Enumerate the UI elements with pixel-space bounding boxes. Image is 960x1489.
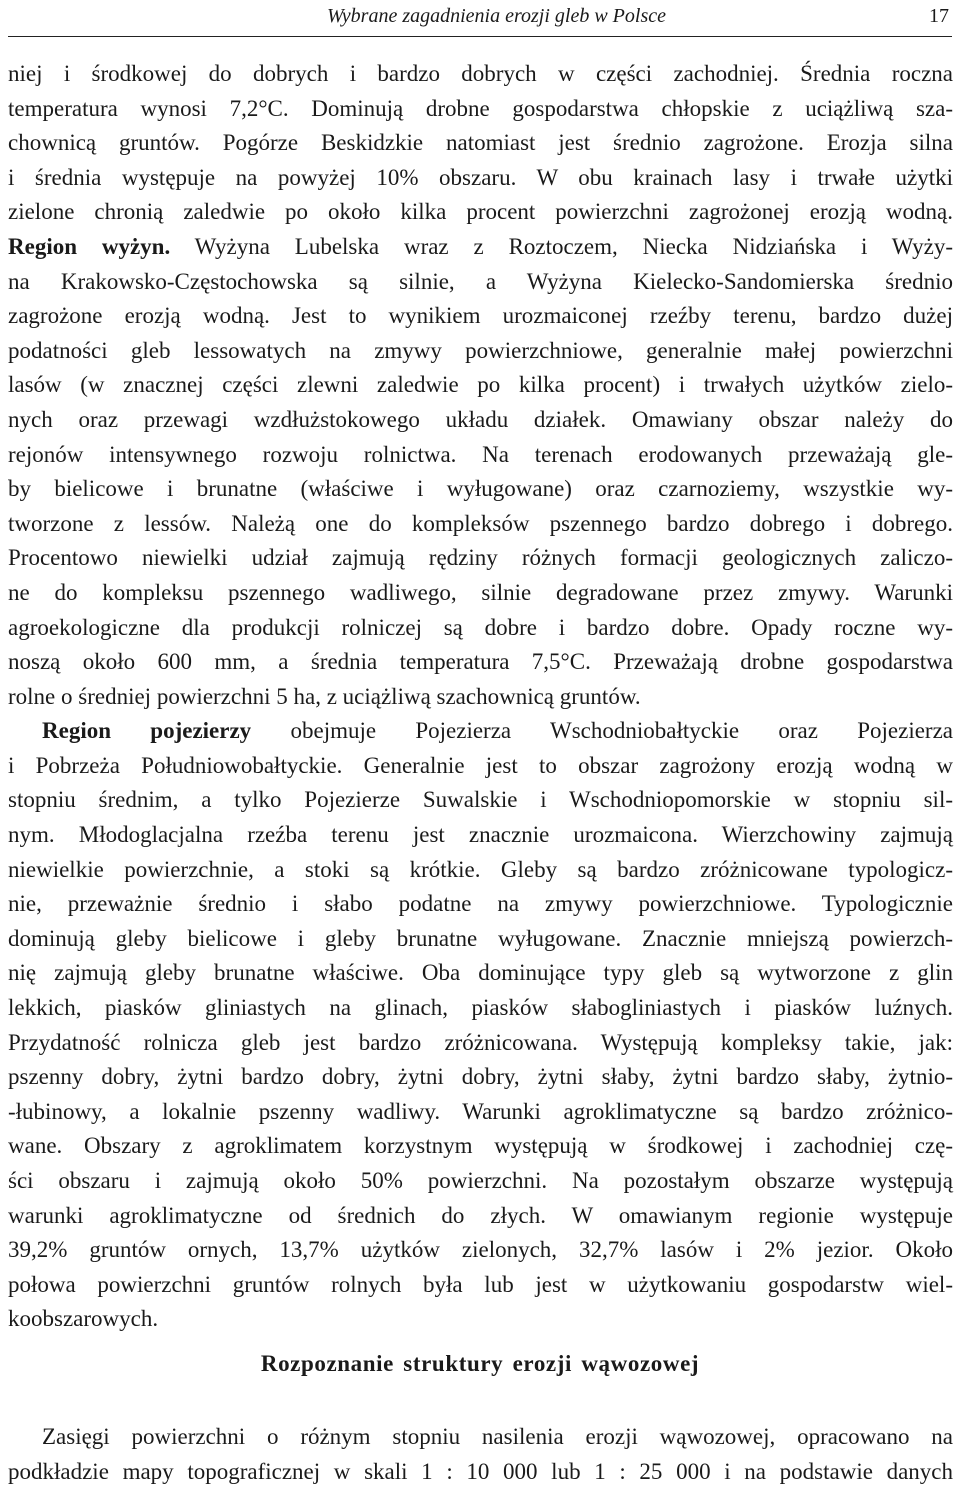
line-text: i średnia występuje na powyżej 10% obszaru. W obu krainach lasy i trwałe użytki — [8, 164, 953, 190]
line-text: zagrożone erozją wodną. Jest to wynikiem urozmaiconej rzeźby terenu, bardzo dużej — [8, 303, 953, 329]
text-line — [8, 1455, 953, 1489]
line-text: zielone chronią zaledwie po około kilka procent powierzchni zagrożonej erozją wodną. — [8, 199, 953, 225]
text-line — [8, 749, 953, 784]
line-text: stopniu średnim, a tylko Pojezierze Suwalskie i Wschodniopomorskie w stopniu sil- — [8, 787, 953, 813]
line-text: połowa powierzchni gruntów rolnych była lub jest w użytkowaniu gospodarstw wiel- — [8, 1271, 953, 1297]
line-text: na Krakowsko-Częstochowska są silnie, a Wyżyna Kielecko-Sandomierska średnio — [8, 268, 953, 294]
text-line — [8, 956, 953, 991]
page-number: 17 — [929, 5, 949, 27]
line-text: pszenny dobry, żytni bardzo dobry, żytni dobry, żytni słaby, żytni bardzo słaby, żytnio- — [8, 1064, 953, 1090]
line-text: nym. Młodoglacjalna rzeźba terenu jest znacznie urozmaicona. Wierzchowiny zajmują — [8, 822, 953, 848]
text-line — [8, 334, 953, 369]
text-line — [8, 818, 953, 853]
text-line — [8, 1164, 953, 1199]
line-text: warunki agroklimatyczne od średnich do złych. W omawianym regionie występuje — [8, 1202, 953, 1228]
text-line — [8, 991, 953, 1026]
text-line — [8, 368, 953, 403]
line-text: chownicą gruntów. Pogórze Beskidzkie natomiast jest średnio zagrożone. Erozja silna — [8, 130, 953, 156]
text-line — [8, 714, 953, 749]
text-line — [8, 1129, 953, 1164]
bold-lead-in: Region wyżyn. — [8, 233, 171, 259]
text-line — [8, 1095, 953, 1130]
text-line — [8, 265, 953, 300]
page-header — [8, 0, 952, 37]
line-text: nię zajmują gleby brunatne właściwe. Oba dominujące typy gleb są wytworzone z glin — [8, 960, 953, 986]
line-text: podatności gleb lessowatych na zmywy powierzchniowe, generalnie małej powierzchni — [8, 337, 953, 363]
line-text: rolne o średniej powierzchni 5 ha, z uciążliwą szachownicą gruntów. — [8, 683, 641, 709]
line-text: nych oraz przewagi wzdłużstokowego układu działek. Omawiany obszar należy do — [8, 406, 953, 432]
text-line — [8, 611, 953, 646]
line-text: koobszarowych. — [8, 1306, 159, 1332]
line-text: nie, przeważnie średnio i słabo podatne na zmywy powierzchniowe. Typologicznie — [8, 891, 953, 917]
line-text: dominują gleby bielicowe i gleby brunatne wyługowane. Znacznie mniejszą powierzch- — [8, 925, 953, 951]
line-text: i Pobrzeża Południowobałtyckie. Generalnie jest to obszar zagrożony erozją wodną w — [8, 752, 953, 778]
text-line — [8, 783, 953, 818]
text-line — [8, 57, 953, 92]
line-text: Wyżyna Lubelska wraz z Roztoczem, Niecka Nidziańska i Wyży- — [170, 233, 953, 259]
bold-lead-in: Region pojezierzy — [42, 718, 252, 744]
text-line — [8, 126, 953, 161]
line-text: Zasięgi powierzchni o różnym stopniu nasilenia erozji wąwozowej, opracowano na — [42, 1424, 953, 1449]
line-text: agroekologiczne dla produkcji rolniczej są dobre i bardzo dobre. Opady roczne wy- — [8, 614, 953, 640]
text-line — [8, 472, 953, 507]
line-text: niewielkie powierzchnie, a stoki są krótkie. Gleby są bardzo zróżnicowane typologicz- — [8, 856, 953, 882]
line-text: Procentowo niewielki udział zajmują rędziny różnych formacji geologicznych zaliczo- — [8, 545, 953, 571]
line-text: lasów (w znacznej części zlewni zaledwie po kilka procent) i trwałych użytków zielo- — [8, 372, 953, 398]
line-text: lekkich, piasków gliniastych na glinach, piasków słabogliniastych i piasków luźnych. — [8, 995, 953, 1021]
line-text: -łubinowy, a lokalnie pszenny wadliwy. Warunki agroklimatyczne są bardzo zróżnico- — [8, 1098, 953, 1124]
line-text: ne do kompleksu pszennego wadliwego, silnie degradowane przez zmywy. Warunki — [8, 579, 953, 605]
line-text: wane. Obszary z agroklimatem korzystnym występują w środkowej i zachodniej czę- — [8, 1133, 953, 1159]
line-text: niej i środkowej do dobrych i bardzo dobrych w części zachodniej. Średnia roczna — [8, 61, 953, 86]
text-line — [8, 1233, 953, 1268]
text-line — [8, 922, 953, 957]
text-line — [8, 1268, 953, 1303]
line-text: obejmuje Pojezierza Wschodniobałtyckie oraz Pojezierza — [251, 718, 953, 744]
text-line — [8, 680, 953, 715]
text-line — [8, 1060, 953, 1095]
line-text: 39,2% gruntów ornych, 13,7% użytków zielonych, 32,7% lasów i 2% jezior. Około — [8, 1237, 953, 1263]
line-text: Przydatność rolnicza gleb jest bardzo zróżnicowana. Występują kompleksy takie, jak: — [8, 1029, 953, 1055]
running-title: Wybrane zagadnienia erozji gleb w Polsce — [326, 5, 666, 27]
text-line — [8, 507, 953, 542]
line-text: by bielicowe i brunatne (właściwe i wyługowane) oraz czarnoziemy, wszystkie wy- — [8, 476, 953, 502]
line-text: noszą około 600 mm, a średnia temperatura 7,5°C. Przeważają drobne gospodarstwa — [8, 649, 953, 675]
text-line — [8, 92, 953, 127]
text-line — [8, 195, 953, 230]
text-line — [8, 887, 953, 922]
text-line — [8, 161, 953, 196]
text-line — [8, 1302, 953, 1337]
text-line — [8, 1420, 953, 1455]
text-line — [8, 403, 953, 438]
text-line — [8, 438, 953, 473]
text-line — [8, 853, 953, 888]
line-text: ści obszaru i zajmują około 50% powierzchni. Na pozostałym obszarze występują — [8, 1168, 953, 1193]
tail-text — [8, 1420, 953, 1489]
text-line — [8, 1026, 953, 1061]
line-text: tworzone z lessów. Należą one do kompleksów pszennego bardzo dobrego i dobrego. — [8, 510, 953, 536]
text-line — [8, 230, 953, 265]
line-text: rejonów intensywnego rozwoju rolnictwa. Na terenach erodowanych przeważają gle- — [8, 441, 953, 467]
text-line — [8, 299, 953, 334]
section-heading: Rozpoznanie struktury erozji wąwozowej — [260, 1351, 700, 1376]
text-line — [8, 576, 953, 611]
body-text — [8, 57, 953, 1337]
line-text: podkładzie mapy topograficznej w skali 1 : 10 000 lub 1 : 25 000 i na podstawie danych — [8, 1458, 953, 1484]
text-line — [8, 645, 953, 680]
text-line — [8, 541, 953, 576]
line-text: temperatura wynosi 7,2°C. Dominują drobne gospodarstwa chłopskie z uciążliwą sza- — [8, 95, 953, 121]
text-line — [8, 1199, 953, 1234]
